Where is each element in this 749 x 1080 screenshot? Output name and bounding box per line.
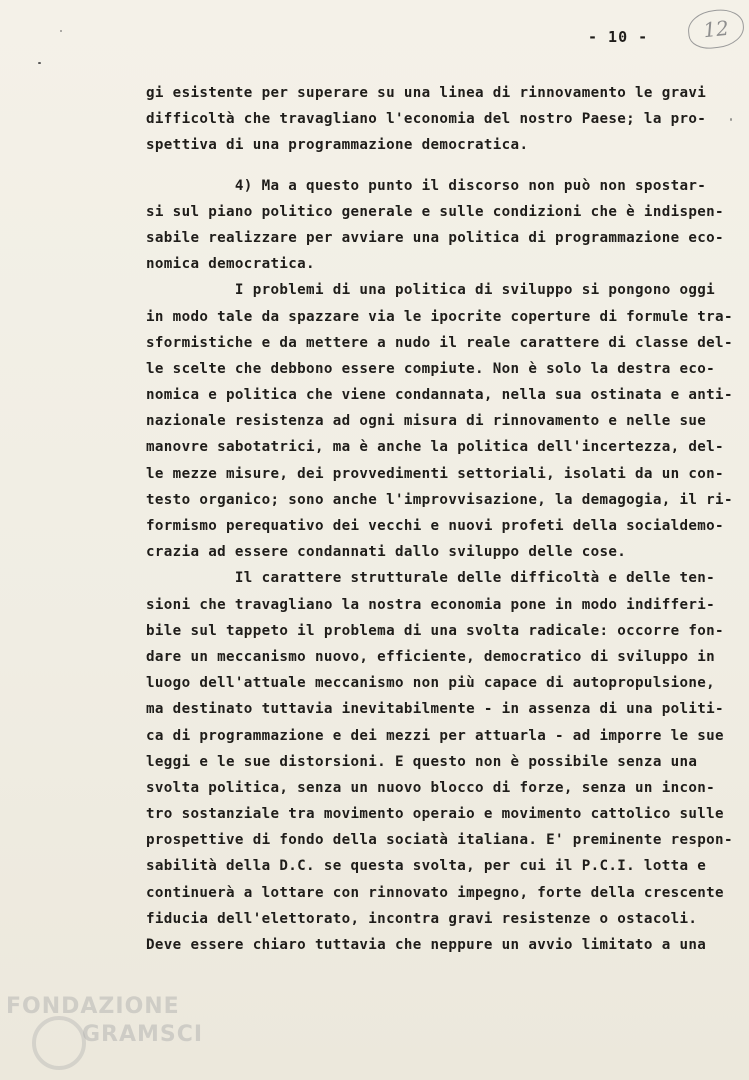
text-line: crazia ad essere condannati dallo sviluppo delle cose. <box>146 544 627 561</box>
text-line: si sul piano politico generale e sulle condizioni che è indispen- <box>146 203 724 220</box>
text-line: sabilità della D.C. se questa svolta, per cui il P.C.I. lotta e <box>146 858 707 875</box>
page-number: - 10 - <box>588 28 649 46</box>
text-line: spettiva di una programmazione democratica. <box>146 137 529 154</box>
text-line: leggi e le sue distorsioni. E questo non è possibile senza una <box>146 753 698 770</box>
text-line: dare un meccanismo nuovo, efficiente, democratico di sviluppo in <box>146 648 716 665</box>
text-line: formismo perequativo dei vecchi e nuovi profeti della socialdemo- <box>146 518 724 534</box>
text-line: luogo dell'attuale meccanismo non più capace di autopropulsione, <box>146 675 716 692</box>
text-line: I problemi di una politica di sviluppo si pongono oggi <box>146 282 716 299</box>
text-line: continuerà a lottare con rinnovato impegno, forte della crescente <box>146 884 724 901</box>
paper-speck <box>38 62 41 64</box>
text-line: le scelte che debbono essere compiute. Non è solo la destra eco- <box>146 360 716 377</box>
text-line: bile sul tappeto il problema di una svolta radicale: occorre fon- <box>146 622 724 639</box>
text-line: Deve essere chiaro tuttavia che neppure un avvio limitato a una <box>146 937 707 953</box>
text-line: gi esistente per superare su una linea di rinnovamento le gravi <box>146 85 707 101</box>
text-line: nazionale resistenza ad ogni misura di rinnovamento e nelle sue <box>146 413 707 430</box>
watermark-line-1: FONDAZIONE <box>6 994 180 1019</box>
text-line: sformistiche e da mettere a nudo il reale carattere di classe del- <box>146 334 733 351</box>
paragraph-gap <box>146 159 716 173</box>
paper-speck <box>730 118 732 121</box>
typewritten-body <box>146 80 733 958</box>
text-line: testo organico; sono anche l'improvvisazione, la demagogia, il ri- <box>146 491 733 508</box>
watermark-line-2: GRAMSCI <box>82 1022 204 1047</box>
text-line: nomica e politica che viene condannata, nella sua ostinata e anti- <box>146 387 733 404</box>
handwritten-number: 12 <box>702 15 730 43</box>
text-line: Il carattere strutturale delle difficoltà e delle ten- <box>146 570 716 587</box>
archive-watermark <box>6 994 204 1074</box>
text-line: in modo tale da spazzare via le ipocrite coperture di formule tra- <box>146 308 733 325</box>
text-line: le mezze misure, dei provvedimenti settoriali, isolati da un con- <box>146 465 724 482</box>
watermark-logo-icon <box>32 1016 86 1070</box>
text-line: prospettive di fondo della sociatà italiana. E' preminente respon- <box>146 832 733 849</box>
text-line: 4) Ma a questo punto il discorso non può non spostar- <box>146 177 707 194</box>
text-line: fiducia dell'elettorato, incontra gravi resistenze o ostacoli. <box>146 910 698 927</box>
text-line: tro sostanziale tra movimento operaio e movimento cattolico sulle <box>146 806 724 823</box>
text-line: difficoltà che travagliano l'economia del nostro Paese; la pro- <box>146 111 707 128</box>
text-line: sabile realizzare per avviare una politica di programmazione eco- <box>146 229 724 246</box>
handwritten-page-annotation <box>686 7 746 51</box>
paper-speck <box>60 30 62 32</box>
text-line: ca di programmazione e dei mezzi per attuarla - ad imporre le sue <box>146 727 724 744</box>
text-line: ma destinato tuttavia inevitabilmente - in assenza di una politi- <box>146 701 724 718</box>
text-line: nomica democratica. <box>146 256 315 273</box>
text-line: svolta politica, senza un nuovo blocco di forze, senza un incon- <box>146 779 716 796</box>
text-line: manovre sabotatrici, ma è anche la politica dell'incertezza, del- <box>146 439 724 456</box>
text-line: sioni che travagliano la nostra economia pone in modo indifferi- <box>146 596 716 613</box>
